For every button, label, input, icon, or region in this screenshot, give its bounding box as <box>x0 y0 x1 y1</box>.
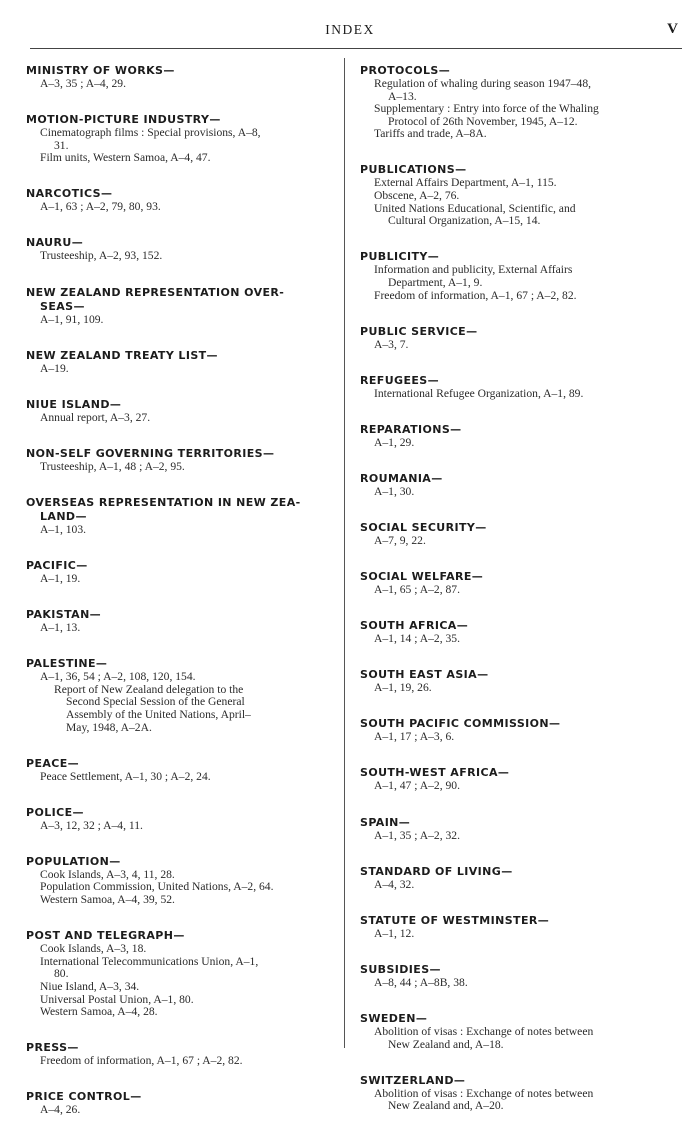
entry-heading: SOUTH PACIFIC COMMISSION— <box>360 717 561 731</box>
index-entry <box>360 766 678 793</box>
entry-heading: PUBLIC SERVICE— <box>360 324 478 338</box>
index-entry <box>26 113 342 165</box>
entry-reference-line: A–3, 7. <box>374 337 409 351</box>
header-rule <box>30 48 682 49</box>
index-entry <box>360 472 678 499</box>
entry-heading: STATUTE OF WESTMINSTER— <box>360 913 550 927</box>
column-divider <box>344 58 345 1048</box>
entry-heading: NEW ZEALAND TREATY LIST— <box>26 348 218 362</box>
entry-reference-line: A–1, 103. <box>40 522 87 536</box>
index-entry <box>26 608 342 635</box>
entry-heading: SOCIAL SECURITY— <box>360 521 487 534</box>
entry-reference-line: A–1, 12. <box>374 926 415 940</box>
page-header <box>0 22 700 42</box>
entry-reference-line: A–1, 63 ; A–2, 79, 80, 93. <box>40 200 161 214</box>
entry-reference-line: Population Commission, United Nations, A–2, 64. <box>40 880 274 894</box>
entry-reference-line: Department, A–1, 9. <box>388 275 483 289</box>
index-entry <box>26 349 342 376</box>
entry-reference-line: A–1, 65 ; A–2, 87. <box>374 583 460 597</box>
entry-reference-line: Universal Postal Union, A–1, 80. <box>40 992 194 1006</box>
entry-reference-line: A–13. <box>388 89 417 103</box>
entry-reference-line: Obscene, A–2, 76. <box>374 189 460 203</box>
entry-heading: SOCIAL WELFARE— <box>360 570 484 584</box>
entry-reference-line: Film units, Western Samoa, A–4, 47. <box>40 151 211 165</box>
entry-heading: NON-SELF GOVERNING TERRITORIES— <box>26 446 275 460</box>
entry-reference-line: Freedom of information, A–1, 67 ; A–2, 82. <box>40 1054 243 1068</box>
entry-heading: SOUTH EAST ASIA— <box>360 668 489 682</box>
entry-heading: NAURU— <box>26 236 84 250</box>
entry-heading: SUBSIDIES— <box>360 962 441 976</box>
entry-reference-line: Peace Settlement, A–1, 30 ; A–2, 24. <box>40 769 211 783</box>
entry-reference-line: Western Samoa, A–4, 39, 52. <box>40 893 175 907</box>
entry-heading: PRESS— <box>26 1041 79 1055</box>
entry-heading: REPARATIONS— <box>360 422 462 436</box>
entry-reference-line: A–3, 12, 32 ; A–4, 11. <box>40 818 143 832</box>
entry-reference-line: Cook Islands, A–3, 4, 11, 28. <box>40 867 175 881</box>
index-entry <box>360 374 678 401</box>
page-title: INDEX <box>325 22 375 37</box>
index-entry <box>360 250 678 302</box>
entry-heading: NARCOTICS— <box>26 187 113 201</box>
entry-heading: PAKISTAN— <box>26 608 102 622</box>
entry-reference-line: A–1, 19. <box>40 572 81 586</box>
entry-heading: PACIFIC— <box>26 559 88 573</box>
entry-reference-line: Supplementary : Entry into force of the Whaling <box>374 102 599 116</box>
entry-reference-line: Second Special Session of the General <box>66 695 245 709</box>
entry-reference-line: Cook Islands, A–3, 18. <box>40 942 147 956</box>
index-entry <box>360 423 678 450</box>
index-entry <box>360 325 678 352</box>
index-entry <box>360 865 678 892</box>
entry-reference-line: Regulation of whaling during season 1947–48, <box>374 77 592 90</box>
entry-reference-line: Cultural Organization, A–15, 14. <box>388 214 541 228</box>
entry-reference-line: May, 1948, A–2A. <box>66 720 152 734</box>
entry-heading-continued: SEAS— <box>40 299 85 313</box>
entry-reference-line: United Nations Educational, Scientific, and <box>374 201 576 215</box>
page-number: V <box>667 21 678 37</box>
entry-reference-line: A–7, 9, 22. <box>374 534 426 547</box>
entry-reference-line: Assembly of the United Nations, April– <box>66 708 251 721</box>
index-entry <box>360 619 678 646</box>
entry-reference-line: Niue Island, A–3, 34. <box>40 979 140 993</box>
index-entry <box>26 657 342 734</box>
entry-heading: PUBLICITY— <box>360 250 440 264</box>
index-entry <box>26 187 342 214</box>
entry-reference-line: 31. <box>54 138 69 152</box>
index-entry <box>360 1012 678 1051</box>
index-entry <box>26 855 342 907</box>
entry-reference-line: A–1, 30. <box>374 484 415 498</box>
entry-heading: SWITZERLAND— <box>360 1073 466 1087</box>
index-entry <box>26 559 342 586</box>
index-entry <box>26 496 342 537</box>
entry-heading-continued: LAND— <box>40 509 87 523</box>
entry-heading: MINISTRY OF WORKS— <box>26 64 175 77</box>
entry-heading: NEW ZEALAND REPRESENTATION OVER- <box>26 285 285 299</box>
entry-reference-line: Cinematograph films : Special provisions, A–8, <box>40 126 261 140</box>
entry-reference-line: Abolition of visas : Exchange of notes between <box>374 1024 594 1038</box>
entry-reference-line: A–1, 14 ; A–2, 35. <box>374 632 460 646</box>
entry-reference-line: A–1, 17 ; A–3, 6. <box>374 730 455 744</box>
entry-heading: MOTION-PICTURE INDUSTRY— <box>26 113 221 127</box>
entry-reference-line: A–1, 13. <box>40 621 81 635</box>
entry-heading: NIUE ISLAND— <box>26 397 122 411</box>
index-entry <box>26 757 342 784</box>
index-entry <box>360 163 678 227</box>
entry-reference-line: A–1, 29. <box>374 435 415 449</box>
index-entry <box>26 1090 342 1117</box>
entry-reference-line: A–19. <box>40 361 69 375</box>
entry-reference-line: Trusteeship, A–2, 93, 152. <box>40 249 163 263</box>
entry-reference-line: A–1, 47 ; A–2, 90. <box>374 779 460 793</box>
index-entry <box>360 64 678 141</box>
entry-reference-line: Freedom of information, A–1, 67 ; A–2, 82. <box>374 288 577 302</box>
entry-reference-line: A–1, 19, 26. <box>374 681 432 695</box>
entry-reference-line: Abolition of visas : Exchange of notes between <box>374 1086 594 1100</box>
entry-reference-line: New Zealand and, A–18. <box>388 1037 504 1051</box>
entry-heading: SWEDEN— <box>360 1011 428 1025</box>
entry-reference-line: A–1, 35 ; A–2, 32. <box>374 828 460 842</box>
entry-heading: PUBLICATIONS— <box>360 163 467 177</box>
entry-reference-line: 80. <box>54 967 69 981</box>
entry-reference-line: Trusteeship, A–1, 48 ; A–2, 95. <box>40 459 185 473</box>
entry-reference-line: New Zealand and, A–20. <box>388 1099 504 1113</box>
entry-heading: STANDARD OF LIVING— <box>360 864 513 878</box>
index-entry <box>26 447 342 474</box>
index-entry <box>26 806 342 833</box>
entry-reference-line: Annual report, A–3, 27. <box>40 410 151 424</box>
entry-heading: SOUTH-WEST AFRICA— <box>360 766 510 780</box>
index-column-right <box>360 64 678 1135</box>
entry-reference-line: Information and publicity, External Affairs <box>374 263 573 277</box>
index-entry <box>26 929 342 1019</box>
entry-heading: OVERSEAS REPRESENTATION IN NEW ZEA- <box>26 495 301 509</box>
entry-heading: SPAIN— <box>360 815 411 829</box>
entry-reference-line: International Refugee Organization, A–1, 89. <box>374 386 584 400</box>
index-entry <box>360 570 678 597</box>
entry-heading: ROUMANIA— <box>360 471 443 485</box>
entry-heading: PALESTINE— <box>26 657 108 671</box>
index-entry <box>360 816 678 843</box>
index-entry <box>360 668 678 695</box>
index-entry <box>26 236 342 263</box>
entry-reference-line: A–1, 91, 109. <box>40 312 104 326</box>
index-entry <box>360 521 678 548</box>
index-entry <box>26 1041 342 1068</box>
entry-reference-line: A–4, 32. <box>374 877 415 891</box>
index-entry <box>360 717 678 744</box>
entry-heading: POPULATION— <box>26 854 121 868</box>
index-entry <box>360 1074 678 1113</box>
entry-heading: REFUGEES— <box>360 373 440 387</box>
entry-reference-line: Protocol of 26th November, 1945, A–12. <box>388 114 578 128</box>
entry-reference-line: A–8, 44 ; A–8B, 38. <box>374 975 468 989</box>
entry-reference-line: A–1, 36, 54 ; A–2, 108, 120, 154. <box>40 670 196 684</box>
entry-heading: POST AND TELEGRAPH— <box>26 929 185 943</box>
entry-heading: PROTOCOLS— <box>360 64 451 77</box>
entry-reference-line: External Affairs Department, A–1, 115. <box>374 176 557 190</box>
index-entry <box>360 963 678 990</box>
entry-reference-line: A–3, 35 ; A–4, 29. <box>40 77 126 90</box>
entry-reference-line: Report of New Zealand delegation to the <box>54 682 244 696</box>
entry-heading: POLICE— <box>26 805 84 819</box>
entry-reference-line: International Telecommunications Union, A–1, <box>40 954 259 968</box>
index-entry <box>26 286 342 327</box>
entry-heading: PEACE— <box>26 756 80 770</box>
entry-reference-line: Western Samoa, A–4, 28. <box>40 1005 158 1019</box>
index-entry <box>360 914 678 941</box>
index-entry <box>26 398 342 425</box>
index-column-left <box>26 64 342 1139</box>
entry-reference-line: A–4, 26. <box>40 1103 81 1117</box>
entry-reference-line: Tariffs and trade, A–8A. <box>374 127 487 141</box>
index-entry <box>26 64 342 91</box>
entry-heading: PRICE CONTROL— <box>26 1090 142 1104</box>
entry-heading: SOUTH AFRICA— <box>360 619 469 633</box>
